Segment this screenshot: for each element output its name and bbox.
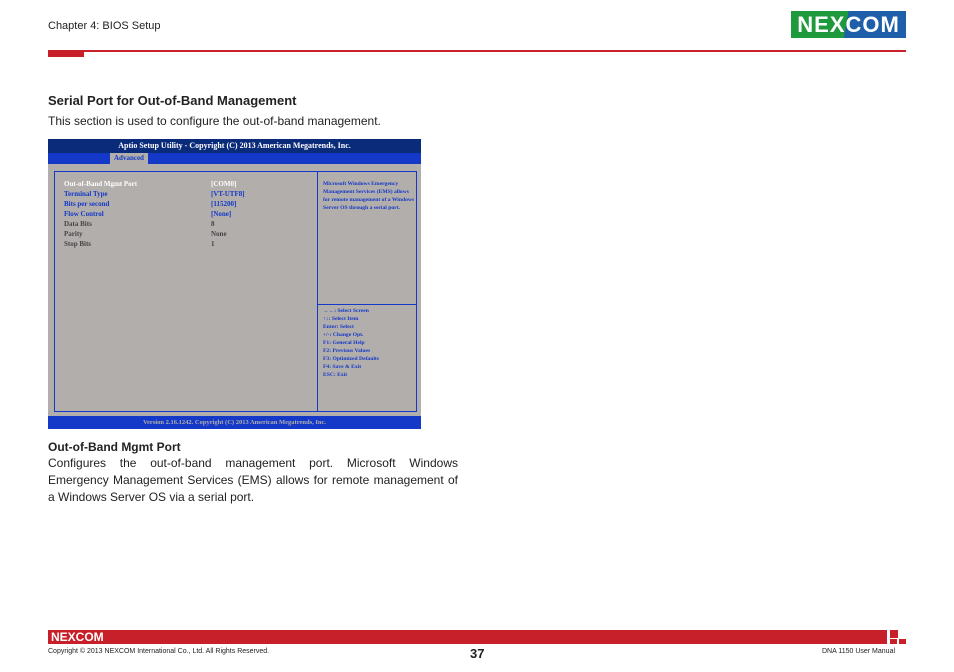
bios-footer: Version 2.16.1242. Copyright (C) 2013 American Megatrends, Inc. — [48, 416, 421, 429]
page-number: 37 — [470, 646, 485, 661]
key-hint: ↑↓: Select Item — [323, 316, 359, 322]
setting-label: Stop Bits — [64, 240, 92, 248]
setting-label: Flow Control — [64, 210, 104, 218]
setting-label: Parity — [64, 230, 83, 238]
header-rule-block — [48, 50, 84, 57]
key-hint: F4: Save & Exit — [323, 364, 362, 370]
setting-value: [None] — [211, 210, 232, 218]
chapter-label: Chapter 4: BIOS Setup — [48, 20, 161, 32]
footer-square — [890, 639, 897, 644]
key-legend — [323, 307, 379, 379]
tab-advanced[interactable]: Advanced — [110, 153, 148, 164]
key-hint: +/-: Change Opt. — [323, 332, 364, 338]
key-hint: F3: Optimized Defaults — [323, 356, 379, 362]
subsection-title: Out-of-Band Mgmt Port — [48, 440, 181, 454]
pane-divider — [317, 172, 318, 411]
setting-value: 8 — [211, 220, 215, 228]
setting-label: Out-of-Band Mgmt Port — [64, 180, 138, 188]
setting-label: Terminal Type — [64, 190, 108, 198]
header-rule — [48, 50, 906, 52]
copyright: Copyright © 2013 NEXCOM International Co., Ltd. All Rights Reserved. — [48, 648, 270, 655]
bios-title: Aptio Setup Utility - Copyright (C) 2013 American Megatrends, Inc. — [48, 139, 421, 153]
bios-screenshot — [48, 139, 421, 429]
footer-square — [899, 639, 906, 644]
footer-logo: NEXCOM — [51, 630, 104, 644]
footer-square — [890, 630, 898, 638]
subsection-description: Configures the out-of-band management port. Microsoft Windows Emergency Management Services (EMS) allows for remote management of a Windows Server OS via a serial port. — [48, 456, 458, 504]
key-hint: Enter: Select — [323, 324, 354, 330]
help-text: Microsoft Windows Emergency Management Services (EMS) allows for remote management of a Windows Server OS through a serial port. — [323, 181, 415, 211]
setting-value: [COM0] — [211, 180, 237, 188]
manual-name: DNA 1150 User Manual — [822, 648, 896, 655]
key-hint: →←: Select Screen — [323, 308, 369, 314]
bios-pane — [54, 171, 417, 412]
setting-label: Bits per second — [64, 200, 110, 208]
setting-value: [VT-UTF8] — [211, 190, 245, 198]
key-hint: F1: General Help — [323, 340, 365, 346]
key-hint: F2: Previous Values — [323, 348, 371, 354]
setting-value: 1 — [211, 240, 215, 248]
help-divider — [318, 304, 416, 305]
key-hint: ESC: Exit — [323, 372, 348, 378]
setting-value: [115200] — [211, 200, 237, 208]
setting-value: None — [211, 230, 227, 238]
nexcom-logo: NEXCOM — [791, 11, 906, 38]
footer-bar — [48, 630, 887, 644]
setting-label: Data Bits — [64, 220, 92, 228]
section-title: Serial Port for Out-of-Band Management — [48, 93, 297, 108]
bios-tab-bar — [48, 153, 421, 164]
section-description: This section is used to configure the out-of-band management. — [48, 114, 381, 128]
